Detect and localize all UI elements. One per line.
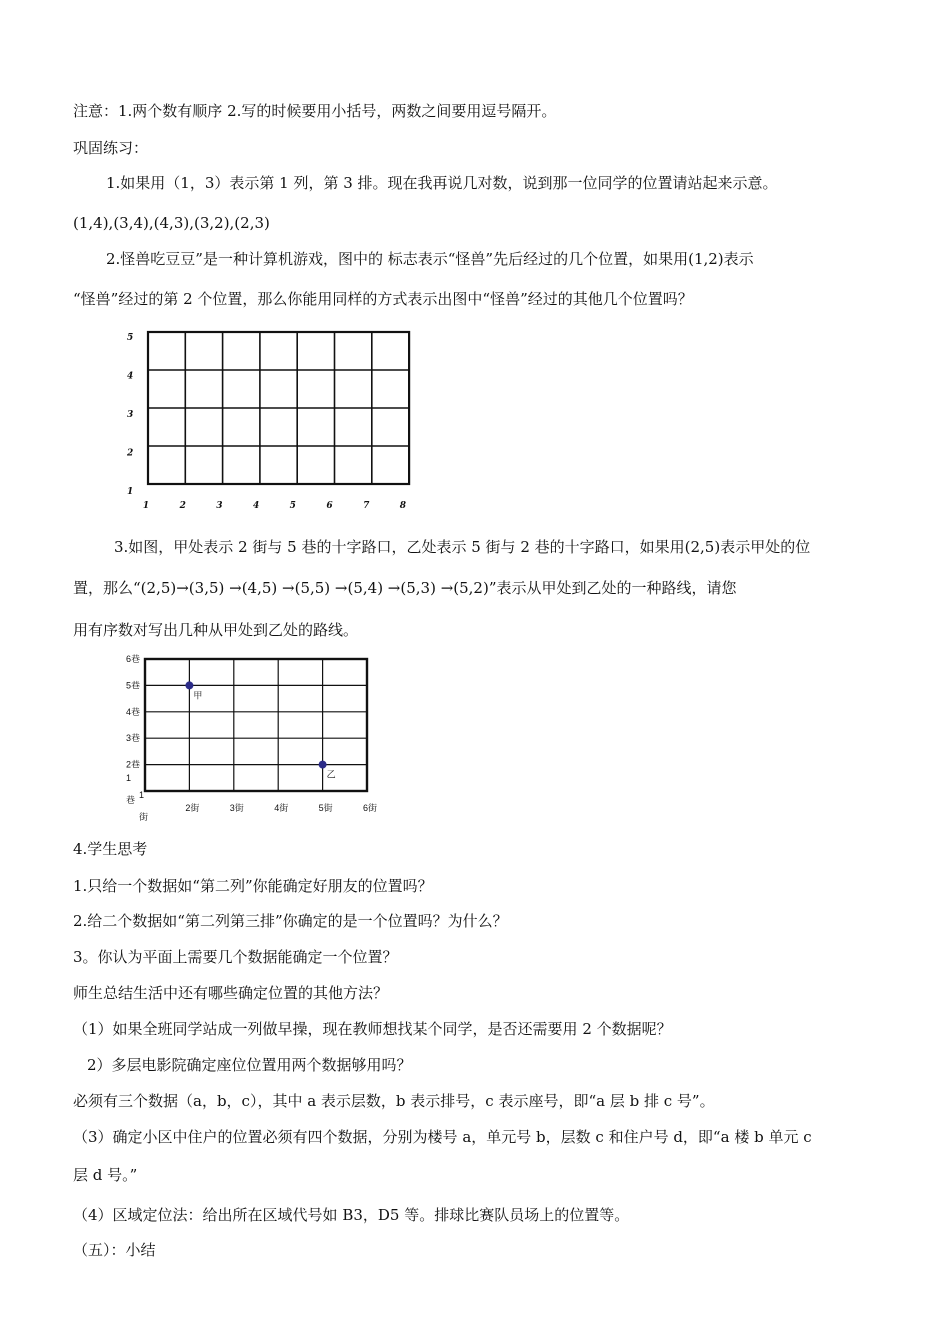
thinking-question-1: 1.只给一个数据如“第二列”你能确定好朋友的位置吗？: [73, 877, 433, 895]
student-thinking-heading: 4.学生思考: [73, 840, 148, 858]
street-label: 3街: [229, 803, 244, 813]
street-lane-grid-figure: [115, 652, 395, 831]
lane-label: 2巷: [126, 759, 141, 770]
thinking-question-3: 3。你认为平面上需要几个数据能确定一个位置？: [73, 948, 398, 966]
lane-label: 5巷: [126, 680, 141, 691]
method-4: （4）区域定位法：给出所在区域代号如 B3，D5 等。排球比赛队员场上的位置等。: [73, 1206, 630, 1224]
point-jia-marker: [185, 681, 193, 689]
x-axis-tick-label: 8: [399, 501, 407, 511]
x-axis-tick-label: 3: [216, 501, 223, 511]
lane-label: 4巷: [126, 706, 141, 717]
x-axis-tick-label: 5: [289, 501, 296, 511]
point-jia-label: 甲: [193, 690, 203, 701]
x-axis-tick-label: 6: [326, 501, 333, 511]
point-yi-marker: [319, 761, 327, 769]
method-3-line1: （3）确定小区中住户的位置必须有四个数据，分别为楼号 a，单元号 b，层数 c 和住户号 d，即“a 楼 b 单元 c: [73, 1128, 812, 1146]
monster-grid-figure: [115, 322, 425, 521]
section-5-summary: （五）：小结: [73, 1241, 156, 1259]
method-1: （1）如果全班同学站成一列做早操，现在教师想找某个同学，是否还需要用 2 个数据呢？: [73, 1020, 672, 1038]
exercise-heading: 巩固练习：: [73, 139, 149, 157]
exercise-3-text-line1: 3.如图，甲处表示 2 街与 5 巷的十字路口，乙处表示 5 街与 2 巷的十字路口，如果用(2,5)表示甲处的位: [114, 538, 811, 556]
street-label: 4街: [274, 803, 289, 813]
origin-lane-char: 巷: [126, 795, 136, 805]
exercise-1-text: 1.如果用（1，3）表示第 1 列，第 3 排。现在我再说几对数，说到那一位同学的位置请站起来示意。: [106, 174, 778, 192]
exercise-3-text-line2: 置，那么“(2,5)→(3,5) →(4,5) →(5,5) →(5,4) →(5,3) →(5,2)”表示从甲处到乙处的一种路线，请您: [73, 579, 737, 597]
exercise-2-text-line2: “怪兽”经过的第 2 个位置，那么你能用同样的方式表示出图中“怪兽”经过的其他几个位置吗？: [73, 290, 693, 308]
x-axis-tick-label: 2: [179, 501, 186, 511]
x-axis-tick-label: 1: [142, 501, 150, 511]
origin-lane-number: 1: [126, 773, 132, 783]
street-label: 2街: [185, 803, 200, 813]
y-axis-tick-label: 4: [127, 371, 134, 382]
origin-street-number: 1: [139, 790, 145, 800]
point-yi-label: 乙: [326, 769, 336, 780]
street-label: 5街: [318, 803, 333, 813]
x-axis-tick-label: 7: [363, 501, 370, 511]
y-axis-tick-label: 2: [127, 448, 134, 459]
method-2: 2）多层电影院确定座位位置用两个数据够用吗？: [87, 1056, 412, 1074]
method-2-answer: 必须有三个数据（a，b，c），其中 a 表示层数，b 表示排号，c 表示座号，即“a 层 b 排 c 号”。: [73, 1092, 715, 1110]
exercise-2-text-line1: 2.怪兽吃豆豆”是一种计算机游戏，图中的 标志表示“怪兽”先后经过的几个位置，如果用(1,2)表示: [106, 250, 754, 268]
y-axis-tick-label: 5: [127, 333, 134, 343]
street-label: 6街: [363, 803, 378, 813]
exercise-3-text-line3: 用有序数对写出几种从甲处到乙处的路线。: [73, 621, 359, 639]
exercise-1-pairs: (1,4),(3,4),(4,3),(3,2),(2,3): [73, 214, 270, 232]
thinking-question-2: 2.给二个数据如“第二列第三排”你确定的是一个位置吗？为什么？: [73, 912, 508, 930]
lane-label: 3巷: [126, 733, 141, 744]
note-line: 注意：1.两个数有顺序 2.写的时候要用小括号，两数之间要用逗号隔开。: [73, 102, 557, 120]
summary-heading: 师生总结生活中还有哪些确定位置的其他方法？: [73, 984, 389, 1002]
y-axis-tick-label: 1: [127, 487, 134, 497]
method-3-line2: 层 d 号。”: [73, 1166, 138, 1184]
x-axis-tick-label: 4: [252, 501, 260, 511]
y-axis-tick-label: 3: [127, 410, 134, 420]
lane-label: 6巷: [126, 654, 141, 664]
origin-street-char: 街: [139, 812, 149, 822]
